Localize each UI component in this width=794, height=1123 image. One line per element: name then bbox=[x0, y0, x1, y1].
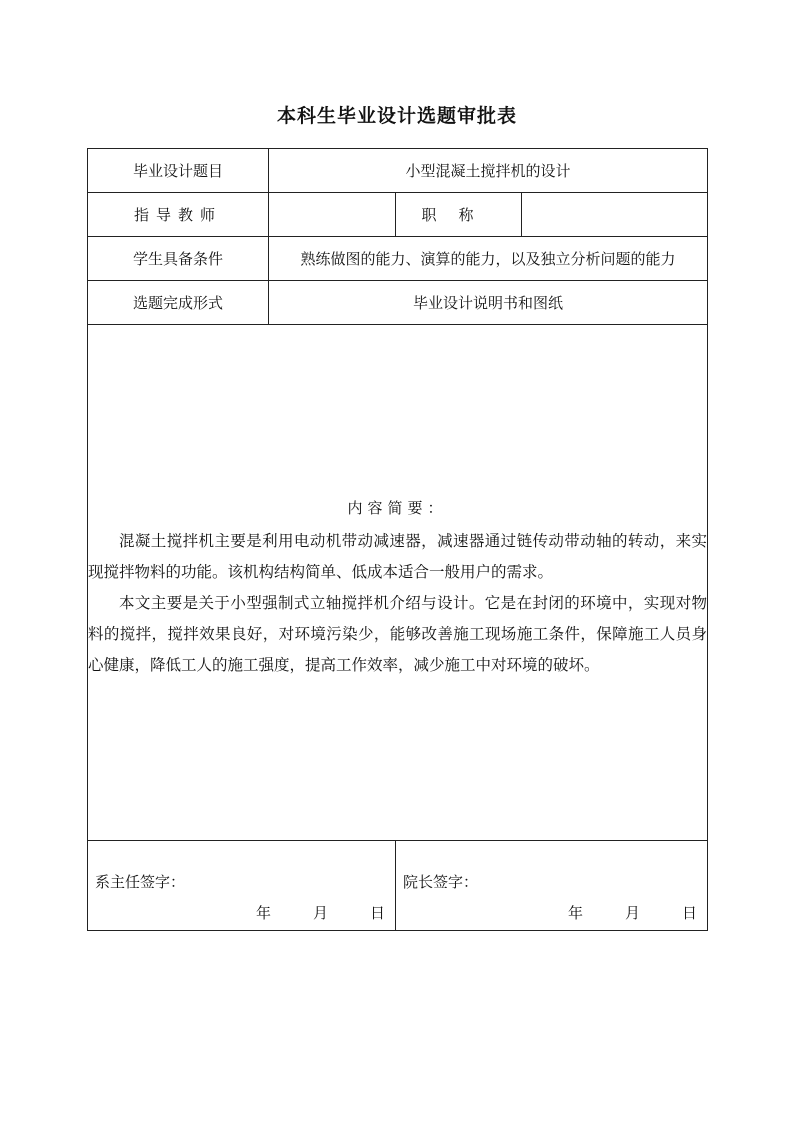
topic-value[interactable]: 小型混凝土搅拌机的设计 bbox=[269, 149, 708, 193]
dept-head-signature-label: 系主任签字： bbox=[95, 873, 186, 891]
month-label: 月 bbox=[312, 904, 328, 922]
format-label: 选题完成形式 bbox=[88, 281, 269, 325]
dept-head-date bbox=[256, 902, 385, 923]
signature-row bbox=[88, 841, 708, 931]
year-label: 年 bbox=[567, 904, 583, 922]
format-row bbox=[88, 281, 708, 325]
day-label: 日 bbox=[682, 904, 698, 922]
year-label: 年 bbox=[255, 904, 271, 922]
summary-paragraph-2: 本文主要是关于小型强制式立轴搅拌机介绍与设计。它是在封闭的环境中，实现对物料的搅拌，搅拌效果良好，对环境污染少，能够改善施工现场施工条件，保障施工人员身心健康，降低工人的施工强度，提高工作效率，减少施工中对环境的破坏。 bbox=[88, 593, 708, 674]
dean-signature-label: 院长签字： bbox=[403, 873, 479, 891]
requirements-label: 学生具备条件 bbox=[88, 237, 269, 281]
month-label: 月 bbox=[625, 904, 641, 922]
day-label: 日 bbox=[369, 904, 385, 922]
rank-label: 职称 bbox=[396, 193, 522, 237]
dept-head-signature-cell[interactable] bbox=[88, 841, 396, 931]
summary-row bbox=[88, 325, 708, 841]
approval-form-table bbox=[87, 148, 708, 931]
summary-paragraph-1: 混凝土搅拌机主要是利用电动机带动减速器，减速器通过链传动带动轴的转动，来实现搅拌物料的功能。该机构结构简单、低成本适合一般用户的需求。 bbox=[88, 531, 708, 581]
requirements-row bbox=[88, 237, 708, 281]
summary-heading: 内容简要： bbox=[347, 498, 448, 517]
requirements-value[interactable]: 熟练做图的能力、演算的能力，以及独立分析问题的能力 bbox=[269, 237, 708, 281]
topic-row bbox=[88, 149, 708, 193]
summary-cell[interactable] bbox=[88, 325, 708, 841]
dean-date bbox=[568, 902, 697, 923]
advisor-row bbox=[88, 193, 708, 237]
rank-value[interactable] bbox=[522, 193, 708, 237]
format-value[interactable]: 毕业设计说明书和图纸 bbox=[269, 281, 708, 325]
advisor-label: 指导教师 bbox=[88, 193, 269, 237]
dean-signature-cell[interactable] bbox=[396, 841, 708, 931]
topic-label: 毕业设计题目 bbox=[88, 149, 269, 193]
page-title: 本科生毕业设计选题审批表 bbox=[276, 105, 517, 127]
advisor-value[interactable] bbox=[269, 193, 396, 237]
